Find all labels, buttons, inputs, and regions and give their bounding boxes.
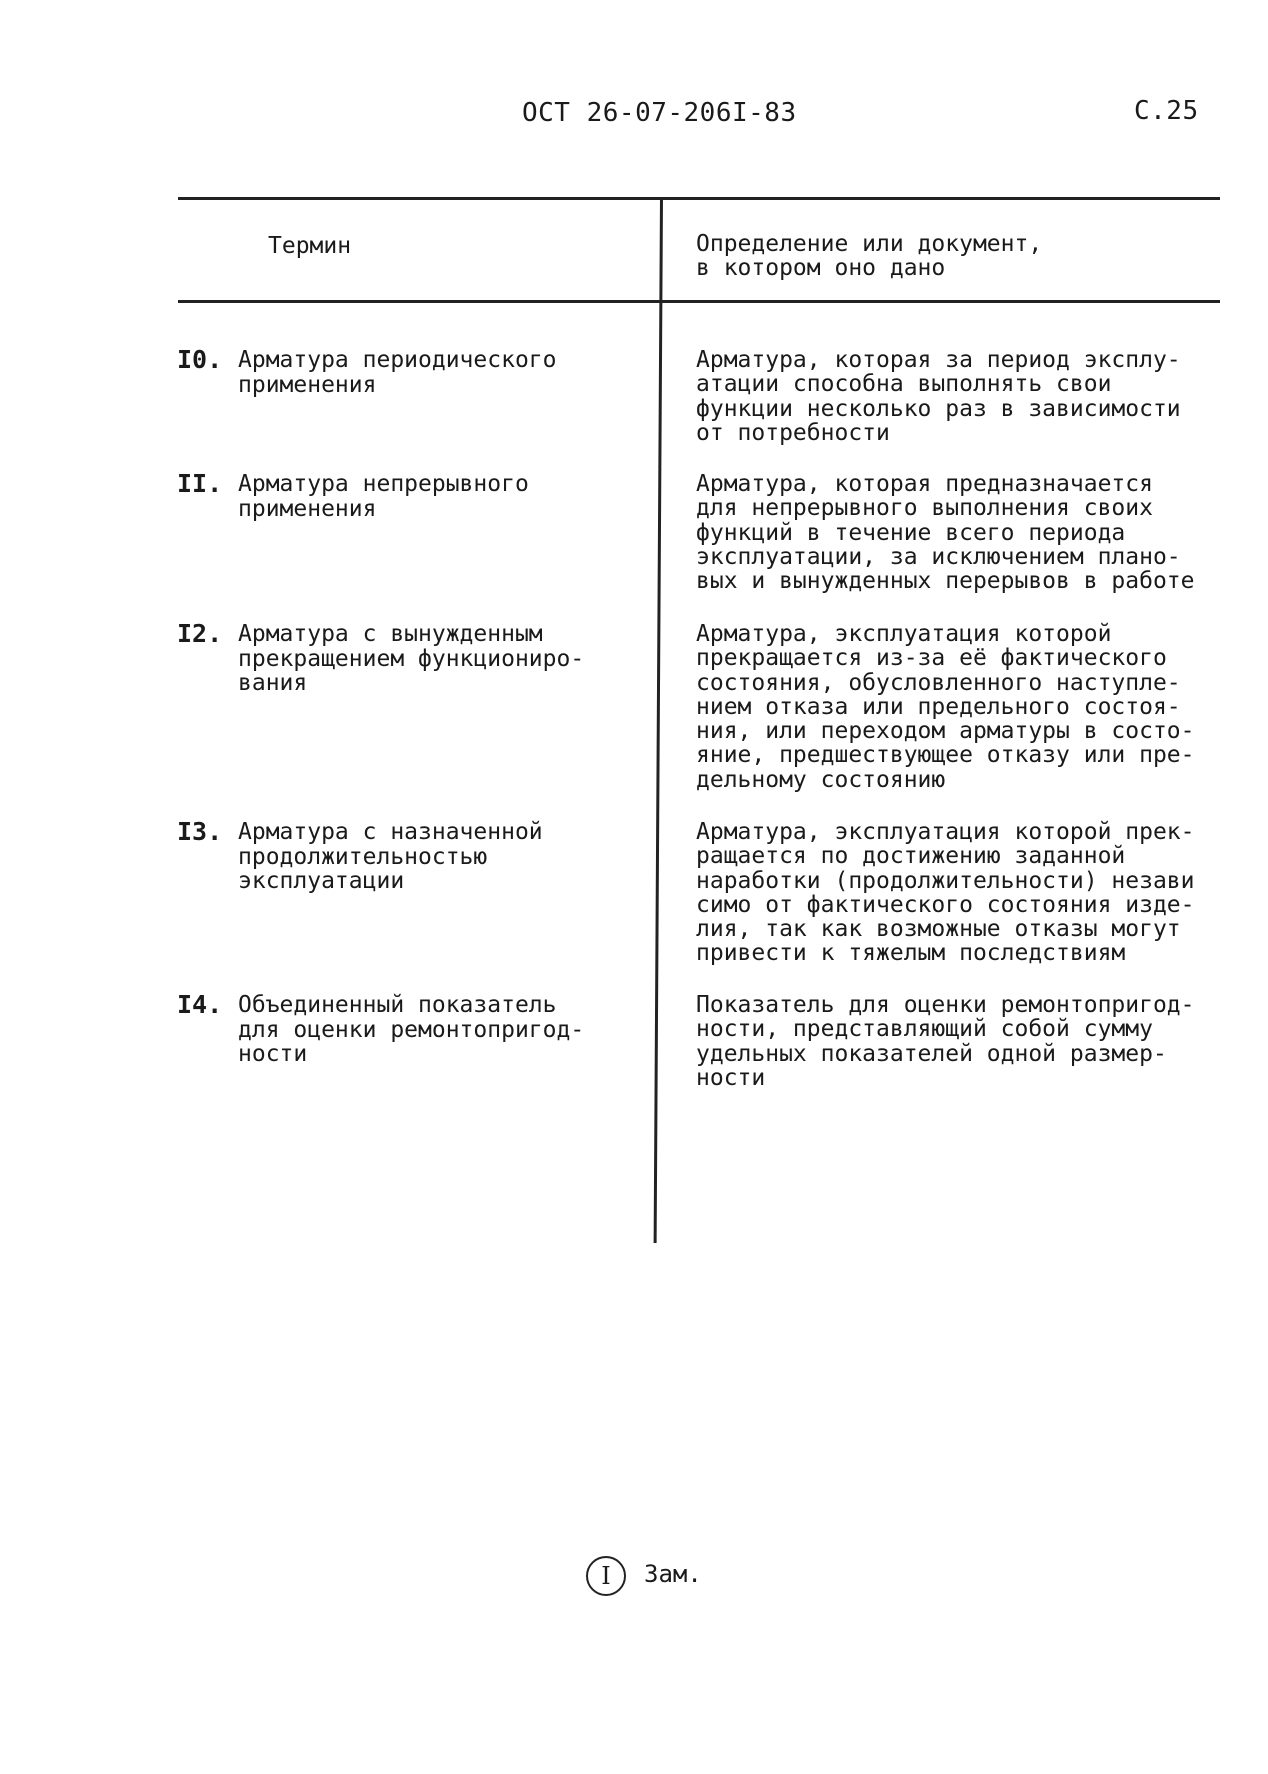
entry-number: I4. bbox=[177, 990, 223, 1019]
definition-line: нием отказа или предельного состоя- bbox=[696, 693, 1181, 720]
entry-number: I3. bbox=[177, 817, 223, 846]
page-header bbox=[0, 98, 1268, 138]
definition-line: ности, представляющий собой сумму bbox=[696, 1016, 1153, 1043]
entry-term bbox=[238, 993, 648, 1067]
term-line: для оценки ремонтопригод- bbox=[238, 1016, 585, 1043]
entry-definition bbox=[696, 348, 1231, 445]
entry-number: II. bbox=[177, 469, 223, 498]
column-header-definition-line: в котором оно дано bbox=[696, 255, 946, 281]
definition-line: Арматура, эксплуатация которой bbox=[696, 622, 1112, 647]
definition-line: ния, или переходом арматуры в состо- bbox=[696, 718, 1195, 745]
term-line: применения bbox=[238, 371, 377, 398]
definition-line: функций в течение всего периода bbox=[696, 519, 1126, 546]
entry-definition bbox=[696, 820, 1231, 966]
term-line: эксплуатации bbox=[238, 868, 405, 894]
entry-term bbox=[238, 622, 648, 696]
table-top-rule bbox=[178, 197, 1220, 200]
definition-line: эксплуатации, за исключением плано- bbox=[696, 543, 1181, 570]
term-line: Объединенный показатель bbox=[238, 992, 557, 1018]
column-header-term: Термин bbox=[268, 233, 352, 259]
term-line: Арматура периодического bbox=[238, 347, 557, 373]
definition-line: ращается по достижению заданной bbox=[696, 843, 1126, 870]
definition-line: лия, так как возможные отказы могут bbox=[696, 916, 1181, 943]
change-label: Зам. bbox=[644, 1560, 702, 1588]
entry-definition bbox=[696, 622, 1231, 792]
definition-line: яние, предшествующее отказу или пре- bbox=[696, 742, 1195, 769]
definition-line: привести к тяжелым последствиям bbox=[696, 940, 1126, 966]
term-line: Арматура с назначенной bbox=[238, 819, 543, 845]
entry-definition bbox=[696, 472, 1231, 593]
term-line: ности bbox=[238, 1041, 308, 1067]
term-line: применения bbox=[238, 495, 377, 522]
page-number: С.25 bbox=[1134, 96, 1199, 126]
definition-line: наработки (продолжительности) незави bbox=[696, 867, 1195, 894]
column-divider bbox=[654, 197, 663, 1243]
definition-line: симо от фактического состояния изде- bbox=[696, 891, 1195, 918]
definition-line: функции несколько раз в зависимости bbox=[696, 395, 1181, 422]
entry-term bbox=[238, 820, 648, 894]
definition-line: Показатель для оценки ремонтопригод- bbox=[696, 993, 1195, 1018]
term-line: Арматура непрерывного bbox=[238, 471, 529, 497]
column-header-definition-line: Определение или документ, bbox=[696, 231, 1043, 257]
table-header-rule bbox=[178, 300, 1220, 303]
definition-line: удельных показателей одной размер- bbox=[696, 1040, 1167, 1067]
entry-definition bbox=[696, 993, 1231, 1090]
definition-line: от потребности bbox=[696, 419, 890, 446]
definition-line: Арматура, которая предназначается bbox=[696, 472, 1153, 497]
definition-line: состояния, обусловленного наступле- bbox=[696, 669, 1181, 696]
term-line: Арматура с вынужденным bbox=[238, 621, 543, 647]
entry-term bbox=[238, 348, 648, 397]
definition-line: дельному состоянию bbox=[696, 766, 946, 793]
definition-line: ности bbox=[696, 1064, 766, 1091]
term-line: продолжительностью bbox=[238, 843, 488, 870]
entry-number: I2. bbox=[177, 619, 223, 648]
definition-line: прекращается из-за её фактического bbox=[696, 645, 1167, 672]
entry-number: I0. bbox=[177, 345, 223, 374]
definition-line: атации способна выполнять свои bbox=[696, 371, 1112, 398]
term-line: прекращением функциониро- bbox=[238, 645, 585, 672]
document-code: ОСТ 26-07-206I-83 bbox=[522, 98, 797, 128]
definition-line: для непрерывного выполнения своих bbox=[696, 495, 1153, 522]
change-number-circle: I bbox=[586, 1556, 626, 1596]
definition-line: вых и вынужденных перерывов в работе bbox=[696, 568, 1195, 594]
entry-term bbox=[238, 472, 648, 521]
definition-line: Арматура, которая за период эксплу- bbox=[696, 348, 1181, 373]
definition-line: Арматура, эксплуатация которой прек- bbox=[696, 820, 1195, 845]
term-line: вания bbox=[238, 670, 308, 696]
column-header-definition bbox=[696, 232, 1216, 280]
